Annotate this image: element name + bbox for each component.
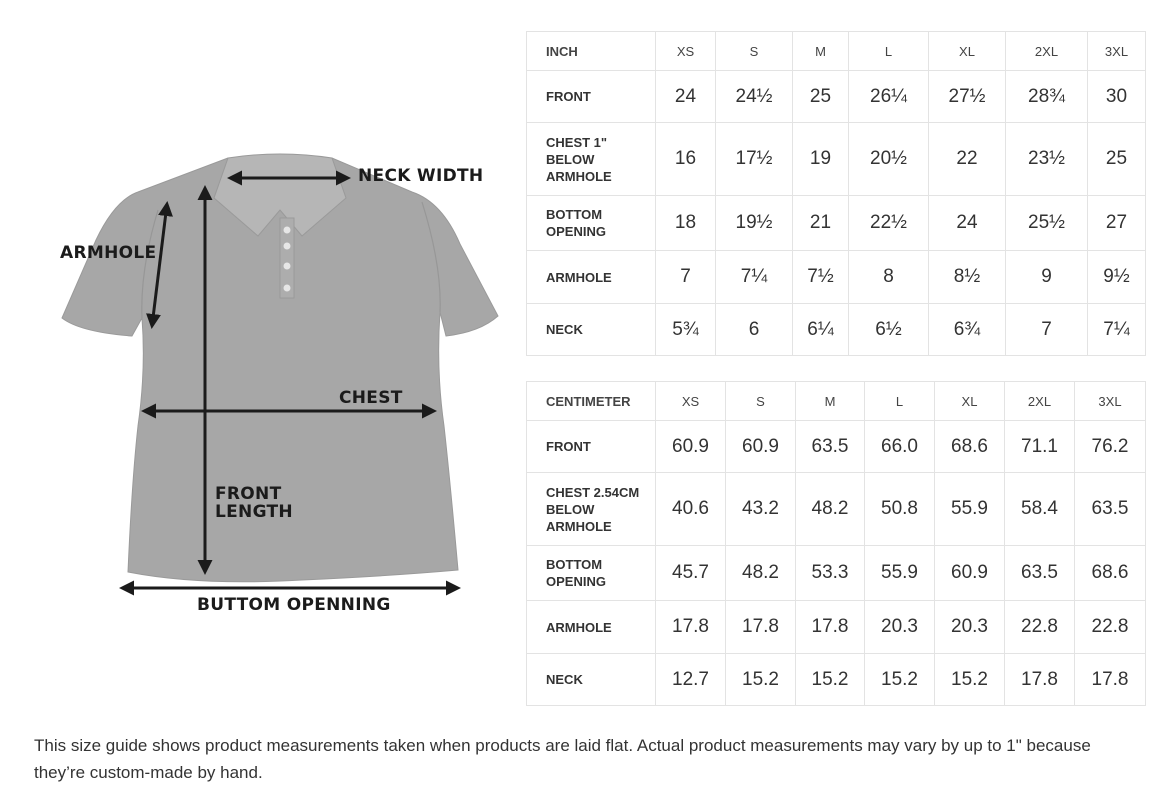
cell-value: 45.7 bbox=[656, 546, 726, 601]
row-label: NECK bbox=[527, 304, 656, 356]
size-header: XL bbox=[935, 382, 1005, 421]
cell-value: 60.9 bbox=[656, 421, 726, 473]
cell-value: 25 bbox=[793, 71, 849, 123]
cell-value: 17.8 bbox=[726, 601, 796, 654]
table-row bbox=[527, 123, 1146, 196]
row-label: ARMHOLE bbox=[527, 251, 656, 304]
size-header: 3XL bbox=[1088, 32, 1146, 71]
cell-value: 24 bbox=[929, 196, 1006, 251]
cell-value: 60.9 bbox=[726, 421, 796, 473]
cell-value: 71.1 bbox=[1005, 421, 1075, 473]
cell-value: 50.8 bbox=[865, 473, 935, 546]
cell-value: 48.2 bbox=[796, 473, 865, 546]
cell-value: 17.8 bbox=[1005, 654, 1075, 706]
size-header: 2XL bbox=[1005, 382, 1075, 421]
cell-value: 60.9 bbox=[935, 546, 1005, 601]
measurement-diagram bbox=[40, 140, 520, 630]
cell-value: 40.6 bbox=[656, 473, 726, 546]
cell-value: 66.0 bbox=[865, 421, 935, 473]
cell-value: 63.5 bbox=[1005, 546, 1075, 601]
cell-value: 30 bbox=[1088, 71, 1146, 123]
cell-value: 8 bbox=[849, 251, 929, 304]
cell-value: 25 bbox=[1088, 123, 1146, 196]
front-length-label-line1: FRONT bbox=[215, 484, 282, 504]
cell-value: 55.9 bbox=[935, 473, 1005, 546]
cell-value: 27 bbox=[1088, 196, 1146, 251]
size-header: M bbox=[793, 32, 849, 71]
cell-value: 7½ bbox=[793, 251, 849, 304]
row-label: BOTTOM OPENING bbox=[527, 546, 656, 601]
table-row bbox=[527, 421, 1146, 473]
cell-value: 6¾ bbox=[929, 304, 1006, 356]
front-length-label-line2: LENGTH bbox=[215, 502, 293, 522]
cell-value: 17.8 bbox=[1075, 654, 1146, 706]
cell-value: 17.8 bbox=[656, 601, 726, 654]
size-header: XS bbox=[656, 382, 726, 421]
cell-value: 9½ bbox=[1088, 251, 1146, 304]
cell-value: 16 bbox=[656, 123, 716, 196]
size-header: L bbox=[849, 32, 929, 71]
cell-value: 15.2 bbox=[796, 654, 865, 706]
inch-size-table bbox=[526, 31, 1146, 356]
neck-width-label: NECK WIDTH bbox=[358, 166, 484, 186]
table-row bbox=[527, 654, 1146, 706]
cell-value: 15.2 bbox=[865, 654, 935, 706]
size-guide-note: This size guide shows product measurements taken when products are laid flat. Actual product measurements may vary by up to 1" because they’re custom-made by hand. bbox=[34, 736, 1091, 782]
cell-value: 63.5 bbox=[1075, 473, 1146, 546]
armhole-label: ARMHOLE bbox=[60, 243, 157, 263]
cell-value: 22½ bbox=[849, 196, 929, 251]
table-header-row bbox=[527, 32, 1146, 71]
cell-value: 22.8 bbox=[1005, 601, 1075, 654]
cell-value: 24½ bbox=[716, 71, 793, 123]
size-header: L bbox=[865, 382, 935, 421]
cell-value: 43.2 bbox=[726, 473, 796, 546]
row-label: BOTTOM OPENING bbox=[527, 196, 656, 251]
cell-value: 48.2 bbox=[726, 546, 796, 601]
table-row bbox=[527, 601, 1146, 654]
cell-value: 28¾ bbox=[1006, 71, 1088, 123]
bottom-opening-label: BUTTOM OPENNING bbox=[197, 595, 391, 615]
unit-label: CENTIMETER bbox=[527, 382, 656, 421]
size-header: XL bbox=[929, 32, 1006, 71]
cell-value: 6¼ bbox=[793, 304, 849, 356]
row-label: FRONT bbox=[527, 71, 656, 123]
cell-value: 17.8 bbox=[796, 601, 865, 654]
chest-label: CHEST bbox=[339, 388, 403, 408]
cell-value: 68.6 bbox=[1075, 546, 1146, 601]
cell-value: 7¼ bbox=[1088, 304, 1146, 356]
table-row bbox=[527, 196, 1146, 251]
size-header: 3XL bbox=[1075, 382, 1146, 421]
cell-value: 7 bbox=[1006, 304, 1088, 356]
cell-value: 15.2 bbox=[726, 654, 796, 706]
cell-value: 22 bbox=[929, 123, 1006, 196]
size-header: 2XL bbox=[1006, 32, 1088, 71]
table-header-row bbox=[527, 382, 1146, 421]
cell-value: 7¼ bbox=[716, 251, 793, 304]
cell-value: 53.3 bbox=[796, 546, 865, 601]
row-label: FRONT bbox=[527, 421, 656, 473]
cell-value: 24 bbox=[656, 71, 716, 123]
cell-value: 9 bbox=[1006, 251, 1088, 304]
cell-value: 27½ bbox=[929, 71, 1006, 123]
cell-value: 15.2 bbox=[935, 654, 1005, 706]
size-header: S bbox=[716, 32, 793, 71]
table-row bbox=[527, 473, 1146, 546]
cell-value: 19½ bbox=[716, 196, 793, 251]
cell-value: 58.4 bbox=[1005, 473, 1075, 546]
table-row bbox=[527, 251, 1146, 304]
size-header: S bbox=[726, 382, 796, 421]
cell-value: 19 bbox=[793, 123, 849, 196]
polo-shirt-illustration bbox=[40, 140, 520, 630]
row-label: CHEST 2.54CM BELOW ARMHOLE bbox=[527, 473, 656, 546]
cell-value: 20½ bbox=[849, 123, 929, 196]
cell-value: 20.3 bbox=[935, 601, 1005, 654]
cell-value: 21 bbox=[793, 196, 849, 251]
cell-value: 55.9 bbox=[865, 546, 935, 601]
row-label: ARMHOLE bbox=[527, 601, 656, 654]
cell-value: 17½ bbox=[716, 123, 793, 196]
cell-value: 76.2 bbox=[1075, 421, 1146, 473]
table-row bbox=[527, 546, 1146, 601]
cell-value: 5¾ bbox=[656, 304, 716, 356]
size-header: XS bbox=[656, 32, 716, 71]
cell-value: 68.6 bbox=[935, 421, 1005, 473]
cell-value: 7 bbox=[656, 251, 716, 304]
cell-value: 20.3 bbox=[865, 601, 935, 654]
cell-value: 22.8 bbox=[1075, 601, 1146, 654]
table-row bbox=[527, 304, 1146, 356]
table-row bbox=[527, 71, 1146, 123]
row-label: NECK bbox=[527, 654, 656, 706]
unit-label: INCH bbox=[527, 32, 656, 71]
centimeter-size-table bbox=[526, 381, 1146, 706]
cell-value: 6½ bbox=[849, 304, 929, 356]
cell-value: 63.5 bbox=[796, 421, 865, 473]
cell-value: 8½ bbox=[929, 251, 1006, 304]
cell-value: 25½ bbox=[1006, 196, 1088, 251]
cell-value: 23½ bbox=[1006, 123, 1088, 196]
cell-value: 26¼ bbox=[849, 71, 929, 123]
cell-value: 6 bbox=[716, 304, 793, 356]
size-header: M bbox=[796, 382, 865, 421]
cell-value: 18 bbox=[656, 196, 716, 251]
cell-value: 12.7 bbox=[656, 654, 726, 706]
row-label: CHEST 1" BELOW ARMHOLE bbox=[527, 123, 656, 196]
